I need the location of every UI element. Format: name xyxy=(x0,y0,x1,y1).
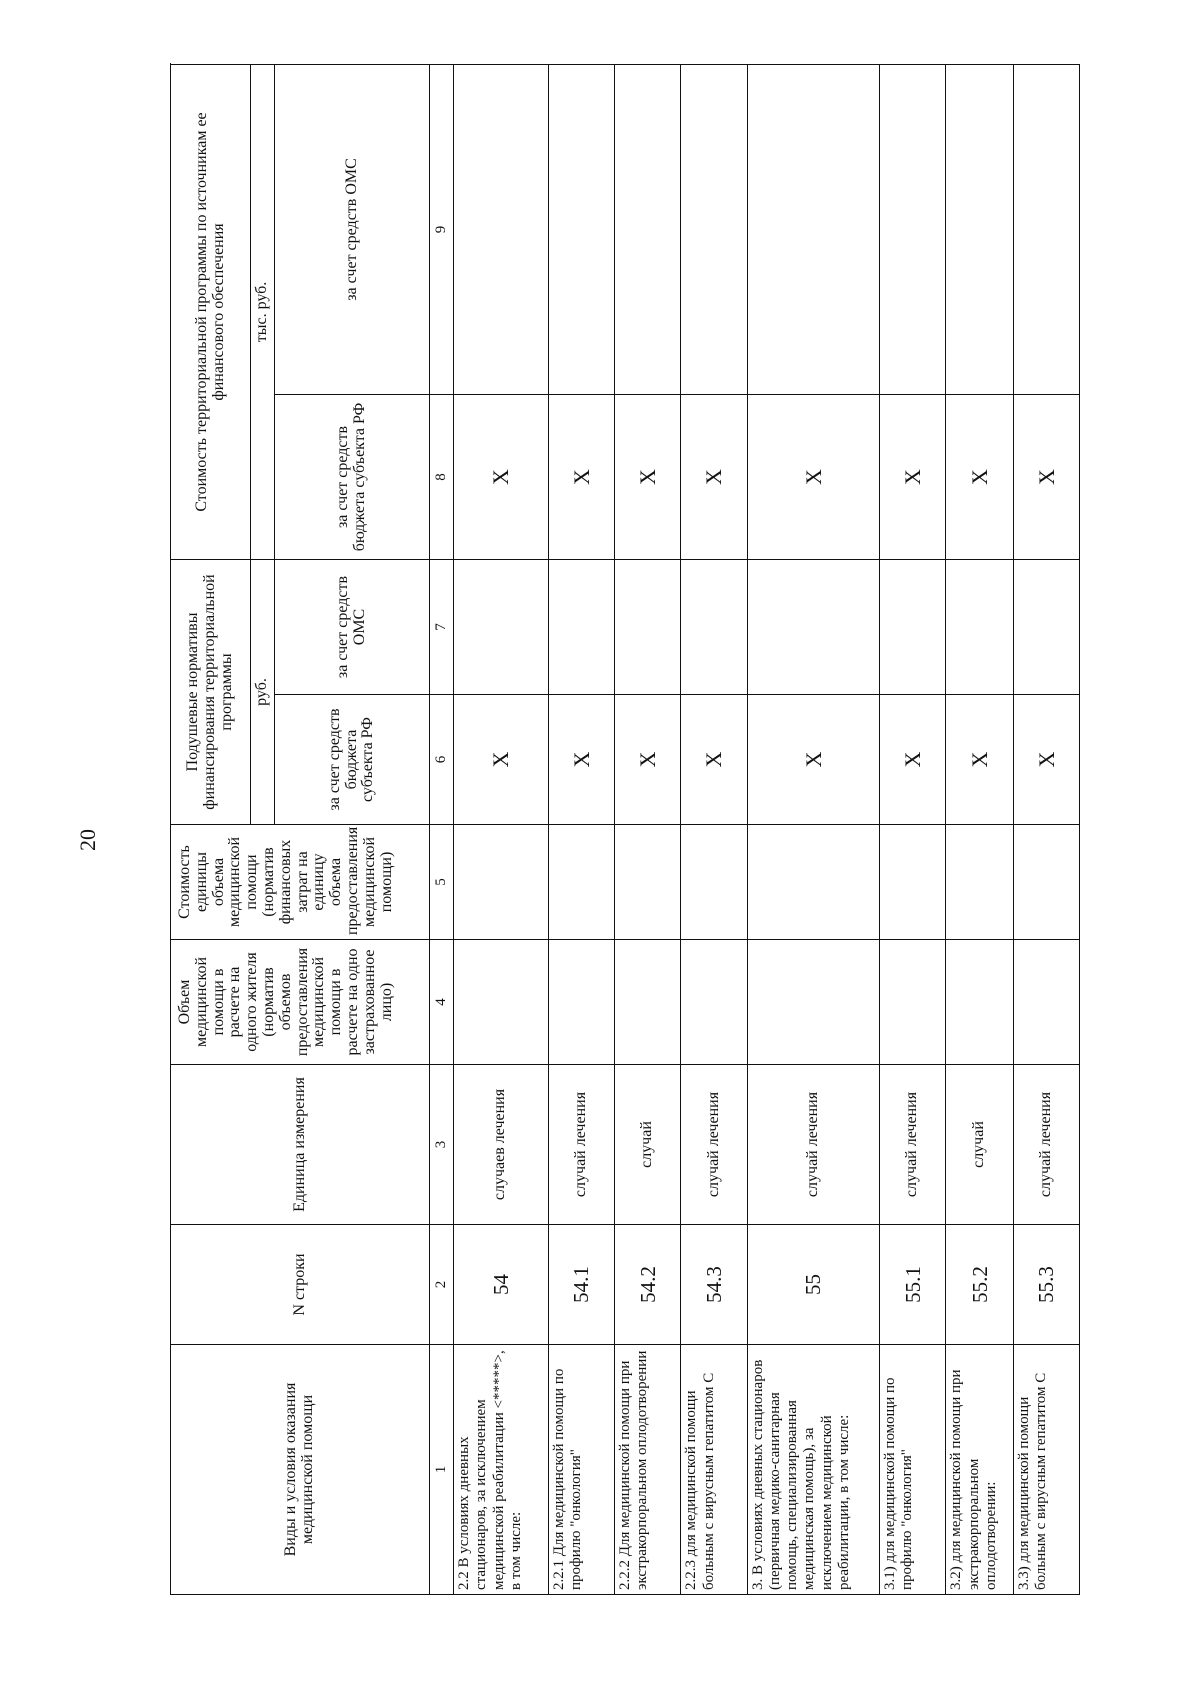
cell-volume xyxy=(454,940,549,1065)
cell-per-capita-budget: X xyxy=(615,695,681,825)
cell-total-budget: X xyxy=(747,394,880,559)
cell-cost-unit xyxy=(1013,825,1079,940)
header-rub: руб. xyxy=(251,559,275,824)
column-number: 2 xyxy=(430,1225,454,1345)
cell-total-budget: X xyxy=(946,394,1013,559)
cell-per-capita-budget: X xyxy=(1013,695,1079,825)
column-number: 1 xyxy=(430,1345,454,1595)
table-row xyxy=(681,64,747,1594)
column-number: 5 xyxy=(430,825,454,940)
header-total-cost: Стоимость территориальной программы по источникам ее финансового обеспечения xyxy=(171,64,251,559)
cell-total-budget: X xyxy=(681,394,747,559)
cell-per-capita-oms xyxy=(681,559,747,694)
cell-volume xyxy=(747,940,880,1065)
header-thous-rub: тыс. руб. xyxy=(251,64,275,559)
cell-per-capita-budget: X xyxy=(946,695,1013,825)
column-number: 8 xyxy=(430,394,454,559)
header-unit: Единица измерения xyxy=(171,1065,430,1225)
header-kind: Виды и условия оказания медицинской помощи xyxy=(171,1345,430,1595)
cell-cost-unit xyxy=(454,825,549,940)
header-per-capita-budget: за счет средств бюджета субъекта РФ xyxy=(275,695,430,825)
cell-per-capita-oms xyxy=(548,559,614,694)
cell-volume xyxy=(1013,940,1079,1065)
header-per-capita: Подушевые нормативы финансирования территориальной программы xyxy=(171,559,251,824)
table-row xyxy=(615,64,681,1594)
page-number: 20 xyxy=(75,829,100,851)
cell-total-oms xyxy=(880,64,946,394)
header-total-oms: за счет средств ОМС xyxy=(275,64,430,394)
column-number: 7 xyxy=(430,559,454,694)
cell-total-oms xyxy=(681,64,747,394)
header-per-capita-oms: за счет средств ОМС xyxy=(275,559,430,694)
row-number: 54.1 xyxy=(548,1225,614,1345)
cell-volume xyxy=(880,940,946,1065)
cell-total-oms xyxy=(548,64,614,394)
cell-per-capita-budget: X xyxy=(747,695,880,825)
header-row-no: N строки xyxy=(171,1225,430,1345)
cell-cost-unit xyxy=(615,825,681,940)
header-total-budget: за счет средств бюджета субъекта РФ xyxy=(275,394,430,559)
row-number: 55.2 xyxy=(946,1225,1013,1345)
cell-cost-unit xyxy=(946,825,1013,940)
column-number: 9 xyxy=(430,64,454,394)
cell-cost-unit xyxy=(681,825,747,940)
cell-cost-unit xyxy=(747,825,880,940)
cell-total-oms xyxy=(946,64,1013,394)
row-number: 55 xyxy=(747,1225,880,1345)
cell-total-budget: X xyxy=(880,394,946,559)
row-unit: случай лечения xyxy=(880,1065,946,1225)
cell-per-capita-oms xyxy=(615,559,681,694)
cell-per-capita-budget: X xyxy=(681,695,747,825)
cell-per-capita-oms xyxy=(880,559,946,694)
row-name: 2.2.1 Для медицинской помощи по профилю "онкология" xyxy=(548,1345,614,1595)
cell-volume xyxy=(946,940,1013,1065)
header-volume: Объем медицинской помощи в расчете на одного жителя (норматив объемов предоставления медицинской помощи в расчете на одно застрахованное лицо) xyxy=(171,940,430,1065)
cell-total-oms xyxy=(747,64,880,394)
row-name: 3.3) для медицинской помощи больным с вирусным гепатитом С xyxy=(1013,1345,1079,1595)
cell-per-capita-oms xyxy=(946,559,1013,694)
row-name: 3.2) для медицинской помощи при экстракорпоральном оплодотворении: xyxy=(946,1345,1013,1595)
cell-per-capita-oms xyxy=(454,559,549,694)
row-number: 55.3 xyxy=(1013,1225,1079,1345)
table-row xyxy=(946,64,1013,1594)
header-cost-unit: Стоимость единицы объема медицинской помощи (норматив финансовых затрат на единицу объема предоставления медицинской помощи) xyxy=(171,825,430,940)
cell-per-capita-oms xyxy=(1013,559,1079,694)
financing-table xyxy=(170,64,1080,1595)
table-rotated-container xyxy=(170,65,1080,1595)
row-unit: случай xyxy=(615,1065,681,1225)
row-unit: случай лечения xyxy=(548,1065,614,1225)
cell-per-capita-budget: X xyxy=(880,695,946,825)
row-number: 54.2 xyxy=(615,1225,681,1345)
row-unit: случай лечения xyxy=(747,1065,880,1225)
cell-volume xyxy=(548,940,614,1065)
row-name: 2.2 В условиях дневных стационаров, за исключением медицинской реабилитации <*****>, в том числе: xyxy=(454,1345,549,1595)
row-name: 3. В условиях дневных стационаров (первичная медико-санитарная помощь, специализированная медицинская помощь), за исключением медицинской реабилитации, в том числе: xyxy=(747,1345,880,1595)
cell-total-oms xyxy=(1013,64,1079,394)
row-name: 2.2.2 Для медицинской помощи при экстракорпоральном оплодотворении xyxy=(615,1345,681,1595)
table-row xyxy=(747,64,880,1594)
cell-per-capita-budget: X xyxy=(454,695,549,825)
table-row xyxy=(454,64,549,1594)
table-row xyxy=(880,64,946,1594)
row-number: 54 xyxy=(454,1225,549,1345)
table-row xyxy=(1013,64,1079,1594)
row-unit: случай лечения xyxy=(681,1065,747,1225)
column-number: 3 xyxy=(430,1065,454,1225)
row-unit: случай лечения xyxy=(1013,1065,1079,1225)
cell-total-budget: X xyxy=(615,394,681,559)
cell-cost-unit xyxy=(880,825,946,940)
cell-volume xyxy=(615,940,681,1065)
row-name: 2.2.3 для медицинской помощи больным с вирусным гепатитом С xyxy=(681,1345,747,1595)
row-unit: случаев лечения xyxy=(454,1065,549,1225)
cell-total-oms xyxy=(615,64,681,394)
column-number: 6 xyxy=(430,695,454,825)
column-number: 4 xyxy=(430,940,454,1065)
cell-total-budget: X xyxy=(1013,394,1079,559)
cell-cost-unit xyxy=(548,825,614,940)
row-number: 54.3 xyxy=(681,1225,747,1345)
cell-total-budget: X xyxy=(548,394,614,559)
column-numbers-row xyxy=(430,64,454,1594)
cell-per-capita-oms xyxy=(747,559,880,694)
cell-per-capita-budget: X xyxy=(548,695,614,825)
cell-total-oms xyxy=(454,64,549,394)
row-number: 55.1 xyxy=(880,1225,946,1345)
cell-total-budget: X xyxy=(454,394,549,559)
row-unit: случай xyxy=(946,1065,1013,1225)
cell-volume xyxy=(681,940,747,1065)
table-row xyxy=(548,64,614,1594)
row-name: 3.1) для медицинской помощи по профилю "онкология" xyxy=(880,1345,946,1595)
